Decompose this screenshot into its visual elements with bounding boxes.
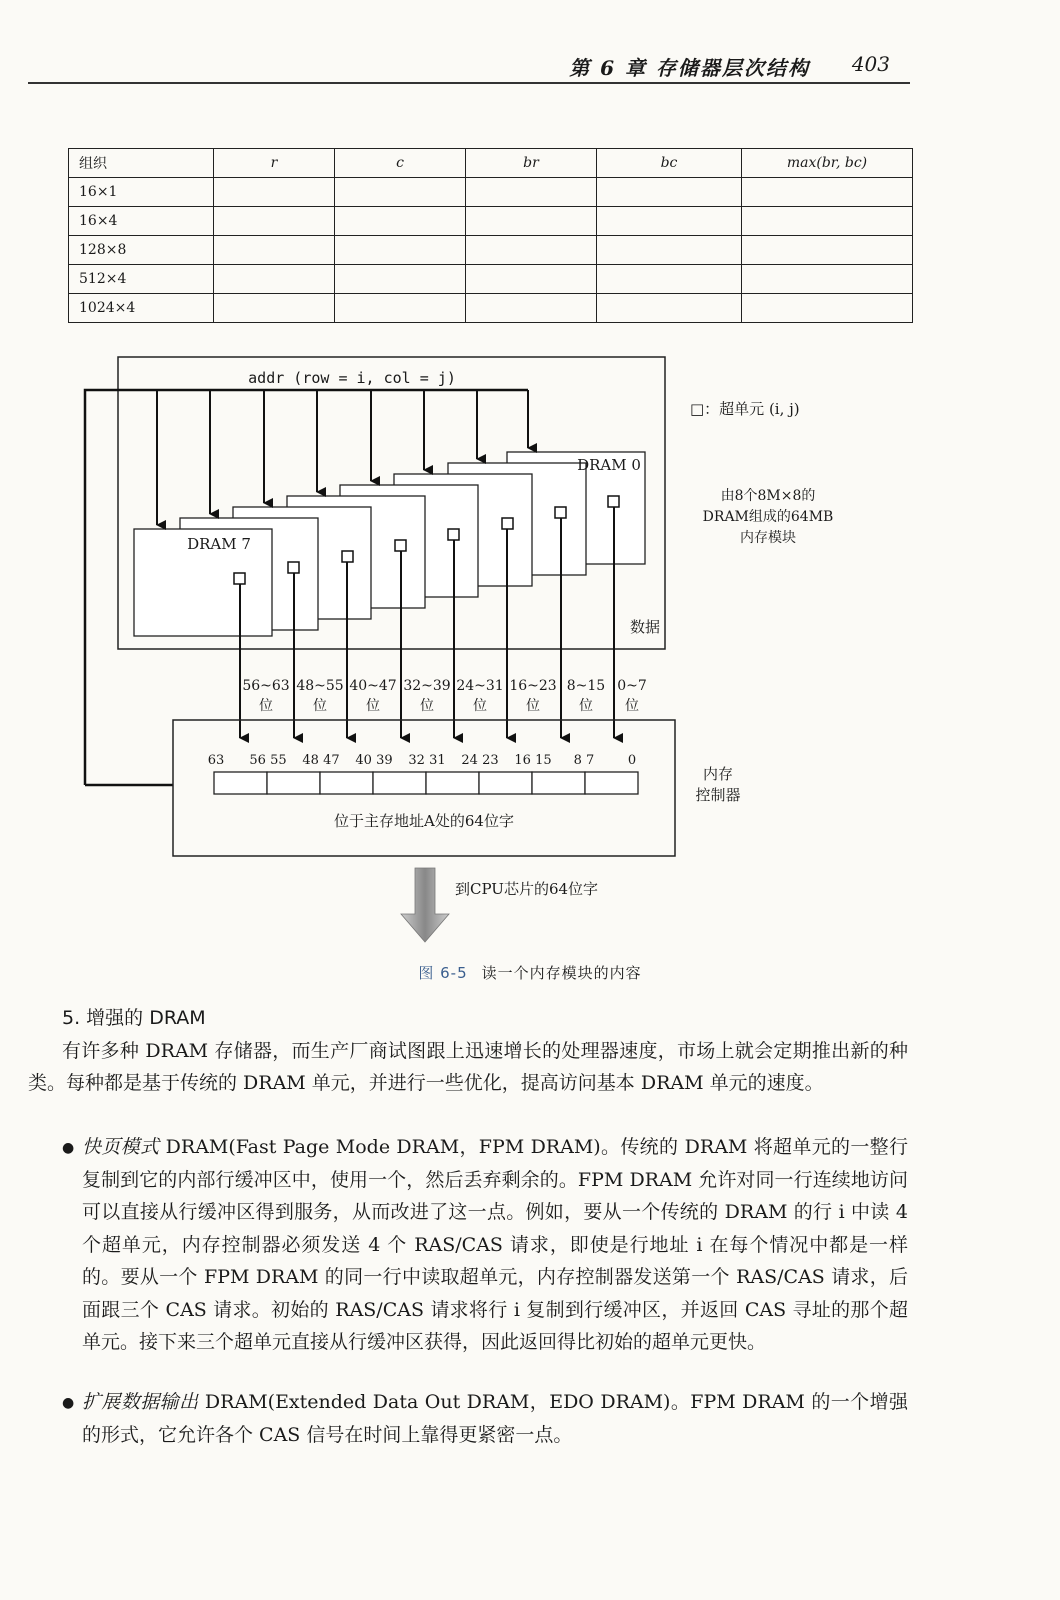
table-cell: [597, 236, 742, 265]
table-cell: [214, 178, 335, 207]
bit-position-label: 63: [207, 753, 225, 768]
byte-cell: [585, 772, 638, 794]
data-label: 数据: [629, 618, 661, 636]
table-cell: 1024×4: [69, 294, 214, 323]
bit-range-label: 8~15: [566, 678, 606, 694]
supercell-icon: [342, 551, 353, 562]
supercell-icon: [448, 529, 459, 540]
byte-cell: [373, 772, 426, 794]
bit-position-label: 16 15: [514, 753, 552, 768]
bit-unit-label: 位: [526, 698, 540, 714]
bit-unit-label: 位: [420, 698, 434, 714]
byte-cell: [214, 772, 267, 794]
table-cell: [214, 265, 335, 294]
table-cell: [466, 207, 597, 236]
table-cell: [335, 265, 466, 294]
controller-label: 内存: [702, 765, 734, 783]
table-cell: [466, 178, 597, 207]
bit-range-label: 32~39: [403, 678, 451, 694]
table-cell: [742, 207, 913, 236]
table-cell: [597, 294, 742, 323]
table-cell: [597, 265, 742, 294]
bit-range-label: 40~47: [349, 678, 397, 694]
module-desc-line: 由8个8M×8的: [720, 488, 816, 504]
bullet-dot-icon: ●: [62, 1395, 75, 1411]
table-cell: [742, 236, 913, 265]
bit-position-label: 8 7: [573, 753, 595, 768]
supercell-icon: [234, 573, 245, 584]
table-header-cell: c: [335, 149, 466, 178]
bit-position-labels: [208, 753, 636, 768]
bullet-item: [82, 1386, 908, 1451]
bit-unit-label: 位: [625, 698, 639, 714]
bit-range-label: 16~23: [509, 678, 557, 694]
bit-position-label: 0: [627, 753, 637, 768]
table-cell: [742, 178, 913, 207]
word-register: [214, 772, 638, 794]
table-header-cell: r: [214, 149, 335, 178]
table-cell: [335, 294, 466, 323]
table-cell: [335, 178, 466, 207]
figure-caption: [0, 962, 1060, 983]
table-cell: 16×1: [69, 178, 214, 207]
bit-position-label: 56 55: [249, 753, 287, 768]
bullet-term: 扩展数据输出: [82, 1391, 199, 1413]
table-header-cell: 组织: [69, 149, 214, 178]
table-cell: [742, 294, 913, 323]
table-row: [69, 265, 913, 294]
supercell-icon: [608, 496, 619, 507]
bit-unit-label: 位: [259, 698, 273, 714]
word-label: 位于主存地址A处的64位字: [334, 812, 514, 830]
chapter-title: 第 6 章 存储器层次结构: [569, 56, 810, 80]
byte-cell: [426, 772, 479, 794]
table-cell: 512×4: [69, 265, 214, 294]
table-cell: [335, 236, 466, 265]
bit-range-label: 48~55: [296, 678, 344, 694]
table-cell: 16×4: [69, 207, 214, 236]
byte-cell: [267, 772, 320, 794]
table-cell: [597, 178, 742, 207]
bit-range-label: 0~7: [617, 678, 647, 694]
bullet-dot-icon: ●: [62, 1140, 75, 1156]
module-desc-line: 内存模块: [740, 530, 796, 546]
bit-unit-label: 位: [366, 698, 380, 714]
bit-position-label: 48 47: [302, 753, 340, 768]
table-row: [69, 236, 913, 265]
supercell-legend: □：超单元 (i, j): [690, 400, 800, 418]
table-cell: [466, 294, 597, 323]
table-row: [69, 178, 913, 207]
controller-label: 控制器: [695, 786, 741, 804]
supercell-icon: [502, 518, 513, 529]
bit-unit-label: 位: [313, 698, 327, 714]
module-desc-line: DRAM组成的64MB: [702, 509, 834, 525]
supercell-icon: [288, 562, 299, 573]
body-paragraph: 有许多种 DRAM 存储器，而生产厂商试图跟上迅速增长的处理器速度，市场上就会定期推出新的种类。每种都是基于传统的 DRAM 单元，并进行一些优化，提高访问基本 DRAM 单元的速度。: [28, 1040, 908, 1094]
table-cell: [335, 207, 466, 236]
bit-range-label: 24~31: [456, 678, 504, 694]
bit-range-labels: [242, 678, 646, 714]
bullet-term: 快页模式: [82, 1136, 160, 1158]
bullet-text: DRAM(Extended Data Out DRAM，EDO DRAM)。FPM DRAM 的一个增强的形式，它允许各个 CAS 信号在时间上靠得更紧密一点。: [82, 1391, 908, 1446]
memory-module-diagram: [0, 340, 1060, 950]
cpu-label: 到CPU芯片的64位字: [455, 880, 599, 898]
table-cell: [742, 265, 913, 294]
table-cell: [214, 236, 335, 265]
byte-cell: [320, 772, 373, 794]
figure-number: 图 6-5: [418, 964, 468, 982]
table-header-cell: br: [466, 149, 597, 178]
table-header-row: [69, 149, 913, 178]
bit-unit-label: 位: [579, 698, 593, 714]
bit-range-label: 56~63: [242, 678, 290, 694]
byte-cell: [479, 772, 532, 794]
table-header-cell: bc: [597, 149, 742, 178]
page-header: [28, 50, 910, 84]
byte-cell: [532, 772, 585, 794]
addr-label: addr (row = i, col = j): [248, 369, 456, 387]
bit-unit-label: 位: [473, 698, 487, 714]
bit-position-label: 24 23: [461, 753, 499, 768]
table-cell: [466, 236, 597, 265]
dram-0-label: DRAM 0: [577, 456, 641, 474]
bit-position-label: 40 39: [355, 753, 393, 768]
table-header-cell: max(br, bc): [742, 149, 913, 178]
table-cell: [214, 294, 335, 323]
table-cell: [597, 207, 742, 236]
table-row: [69, 294, 913, 323]
supercell-icon: [395, 540, 406, 551]
table-cell: [214, 207, 335, 236]
organization-table: [68, 148, 913, 323]
section-title: 5. 增强的 DRAM: [62, 1007, 206, 1029]
bullet-item: [82, 1131, 908, 1359]
bit-position-label: 32 31: [408, 753, 446, 768]
table-cell: [466, 265, 597, 294]
table-cell: 128×8: [69, 236, 214, 265]
page-number: 403: [851, 52, 890, 76]
supercell-icon: [555, 507, 566, 518]
down-arrow-icon: [401, 868, 449, 942]
table-row: [69, 207, 913, 236]
figure-caption-text: 读一个内存模块的内容: [481, 964, 642, 982]
bullet-text: DRAM(Fast Page Mode DRAM，FPM DRAM)。传统的 DRAM 将超单元的一整行复制到它的内部行缓冲区中，使用一个，然后丢弃剩余的。FPM DRAM 允许对同一行连续地访问可以直接从行缓冲区得到服务，从而改进了这一点。例如，要从一个传统的 DRAM 的行 i 中读 4 个超单元，内存控制器必须发送 4 个 RAS/CAS 请求，即使是行地址 i 在每个情况中都是一样的。要从一个 FPM DRAM 的同一行中读取超单元，内存控制器发送第一个 RAS/CAS 请求，后面跟三个 CAS 请求。初始的 RAS/CAS 请求将行 i 复制到行缓冲区，并返回 CAS 寻址的那个超单元。接下来三个超单元直接从行缓冲区获得，因此返回得比初始的超单元更快。: [82, 1136, 908, 1353]
dram-7-label: DRAM 7: [187, 535, 251, 553]
